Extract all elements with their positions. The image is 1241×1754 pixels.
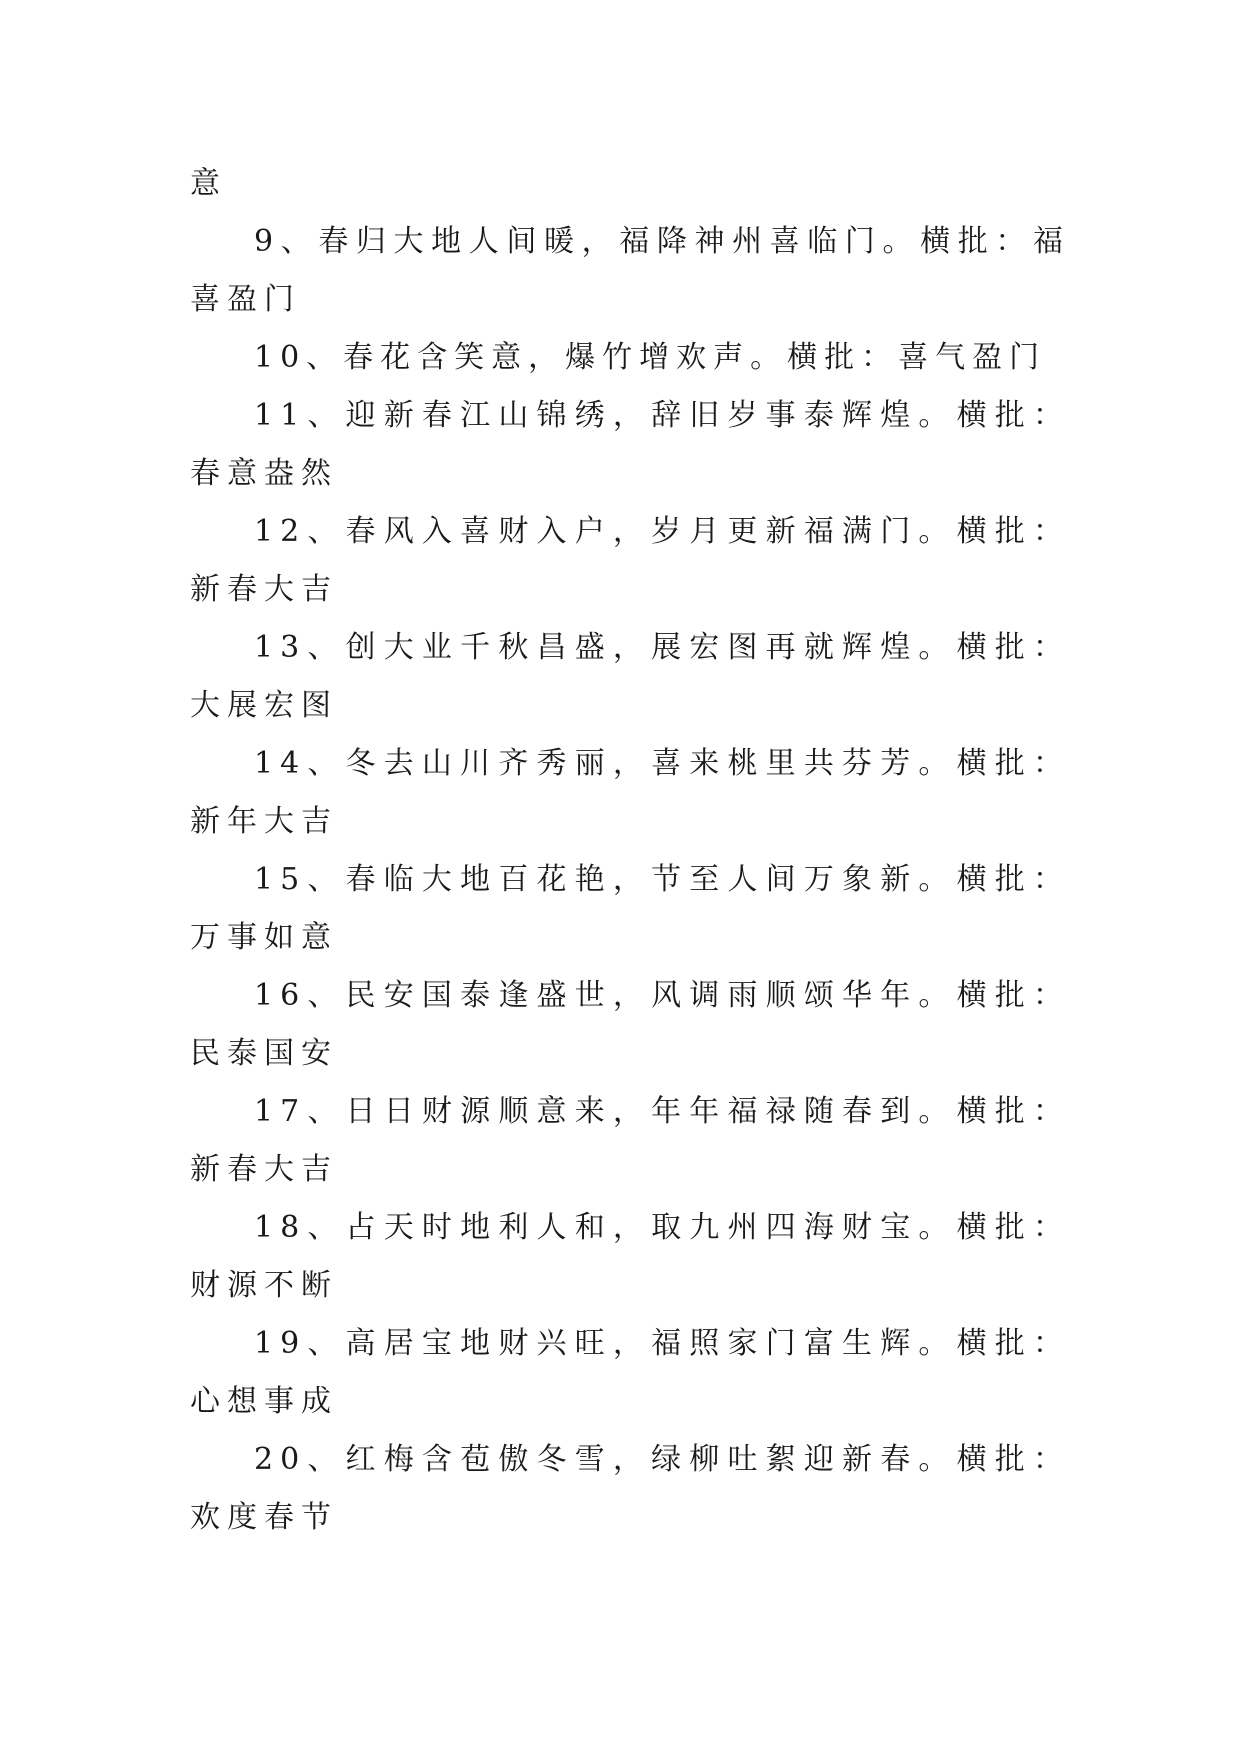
couplet-14: 14、冬去山川齐秀丽，喜来桃里共芬芳。横批：新年大吉 [190, 746, 1070, 839]
couplet-16: 16、民安国泰逢盛世，风调雨顺颂华年。横批：民泰国安 [190, 978, 1070, 1071]
paragraph-continuation: 意 [190, 166, 227, 201]
couplet-15: 15、春临大地百花艳，节至人间万象新。横批：万事如意 [190, 862, 1070, 955]
document-body [190, 155, 1070, 1547]
couplet-13: 13、创大业千秋昌盛，展宏图再就辉煌。横批：大展宏图 [190, 630, 1070, 723]
couplet-17: 17、日日财源顺意来，年年福禄随春到。横批：新春大吉 [190, 1094, 1070, 1187]
couplet-20: 20、红梅含苞傲冬雪，绿柳吐絮迎新春。横批：欢度春节 [190, 1442, 1070, 1535]
couplet-11: 11、迎新春江山锦绣，辞旧岁事泰辉煌。横批：春意盎然 [190, 398, 1070, 491]
couplet-10: 10、春花含笑意，爆竹增欢声。横批：喜气盈门 [254, 340, 1047, 375]
couplet-19: 19、高居宝地财兴旺，福照家门富生辉。横批：心想事成 [190, 1326, 1070, 1419]
couplet-18: 18、占天时地利人和，取九州四海财宝。横批：财源不断 [190, 1210, 1070, 1303]
couplet-12: 12、春风入喜财入户，岁月更新福满门。横批：新春大吉 [190, 514, 1070, 607]
couplet-9: 9、春归大地人间暖，福降神州喜临门。横批：福喜盈门 [190, 224, 1070, 317]
